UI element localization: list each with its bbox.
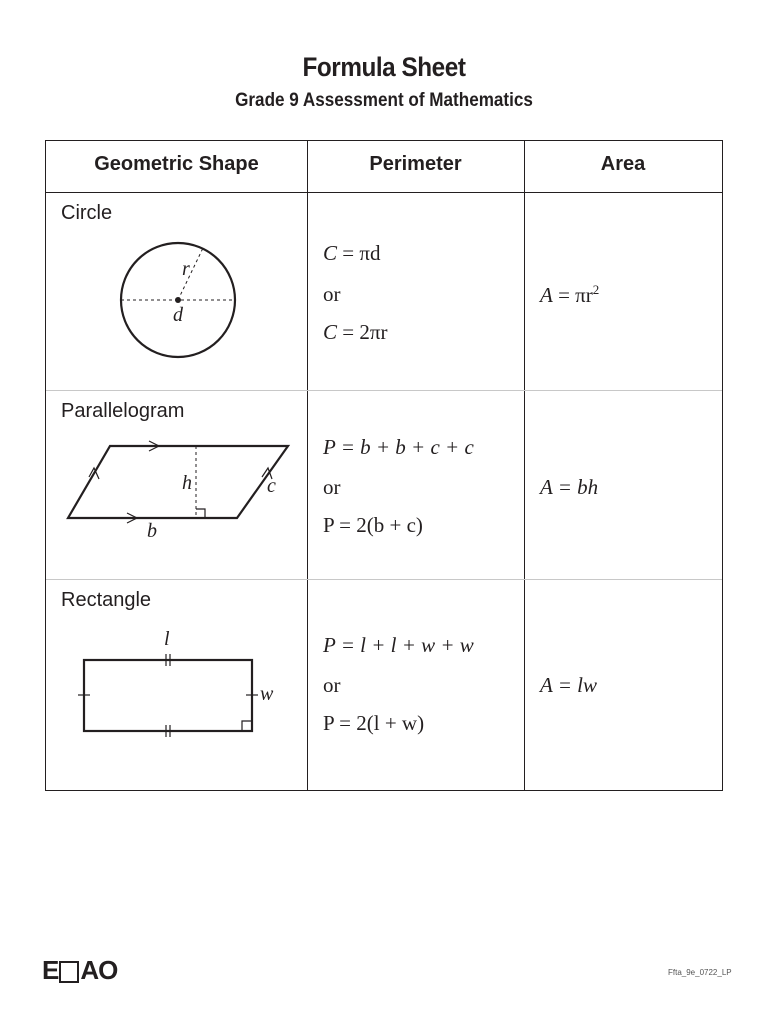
width-label: w [260,683,274,705]
circle-area-formula: $A = \pi r^2$ [540,282,600,307]
document-code: Ffta_9e_0722_LP [668,968,732,977]
center-point [175,297,181,303]
rectangle-outline [84,660,252,731]
logo-q-mark [59,961,79,983]
length-label: l [164,628,170,650]
side-label: c [267,475,276,497]
circle-diagram [116,236,246,366]
parallelogram-perimeter-formula-1: P = b + b + c + c [323,435,474,459]
page-title: Formula Sheet [302,52,466,82]
rectangle-perimeter-formula-2: P = 2(l + w) [323,711,425,735]
header-divider [46,192,722,193]
base-label: b [147,520,157,542]
column-header-area: Area [600,153,646,175]
column-header-shape: Geometric Shape [94,153,259,175]
column-divider [307,141,308,790]
circle-perimeter-formula-2: C = 2πr [323,320,388,344]
column-divider [524,141,525,790]
rectangle-or-text: or [323,673,341,697]
circle-perimeter-formula-1: C = πd [323,241,381,265]
right-angle-mark [242,721,252,731]
right-angle-mark [196,509,205,518]
shape-name-rectangle: Rectangle [61,589,152,611]
page-subtitle: Grade 9 Assessment of Mathematics [235,90,533,111]
row-divider [46,579,722,580]
shape-name-circle: Circle [61,202,113,224]
diameter-label: d [173,304,183,326]
shape-name-parallelogram: Parallelogram [61,400,185,422]
eqao-logo: E AO [42,955,118,985]
column-header-perimeter: Perimeter [369,153,462,175]
parallelogram-perimeter-formula-2: P = 2(b + c) [323,513,423,537]
parallelogram-diagram [61,436,296,546]
radius-label: r [182,258,190,280]
height-label: h [182,472,192,494]
parallelogram-area-formula: A = bh [540,475,599,499]
rectangle-perimeter-formula-1: P = l + l + w + w [323,633,474,657]
parallelogram-outline [68,446,288,518]
rectangle-diagram [71,624,291,744]
rectangle-area-formula: A = lw [540,673,597,697]
parallelogram-or-text: or [323,475,341,499]
circle-or-text: or [323,282,341,306]
formula-table [45,140,723,791]
row-divider [46,390,722,391]
